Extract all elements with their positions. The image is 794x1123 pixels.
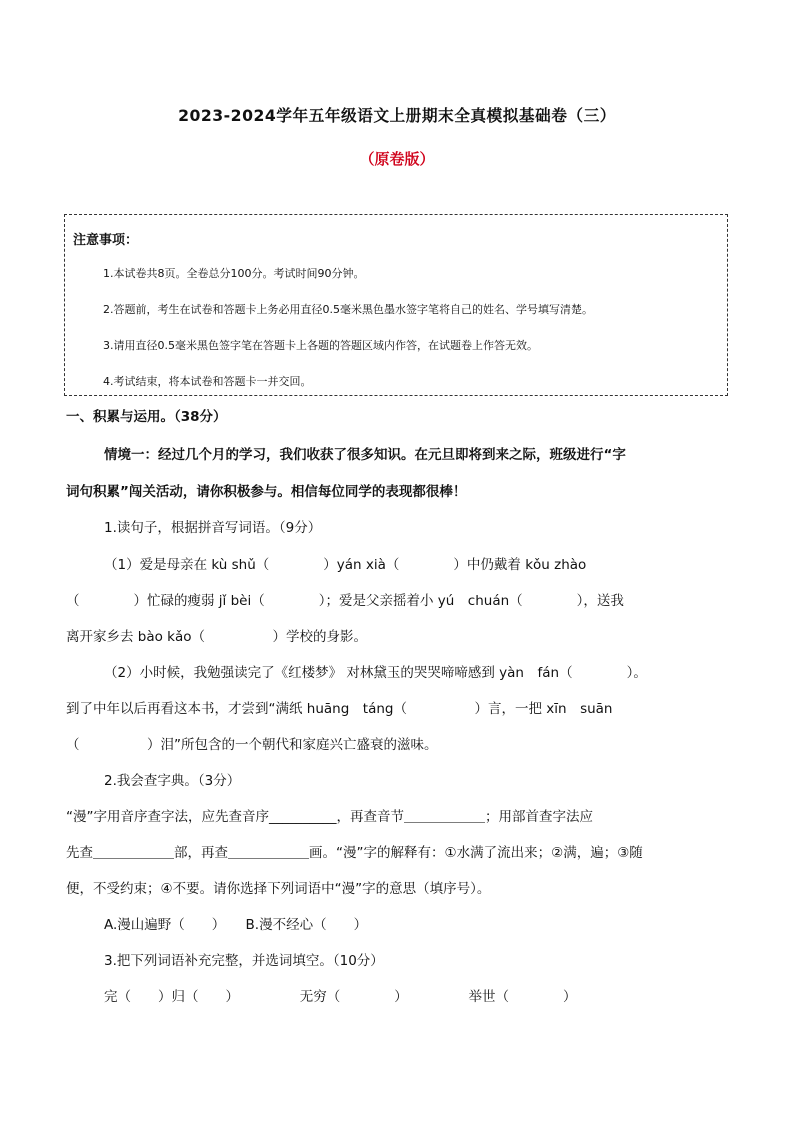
question-line: （ ）泪”所包含的一个朝代和家庭兴亡盛衰的滋味。 xyxy=(66,737,438,753)
question-line: （1）爱是母亲在 kù shǔ（ ）yán xià（ ）中仍戴着 kǒu zhào xyxy=(104,557,587,573)
notice-item: 4.考试结束，将本试卷和答题卡一并交回。 xyxy=(103,375,312,388)
question-line: 先查＿＿＿＿＿＿部，再查＿＿＿＿＿＿画。“漫”字的解释有：①水满了流出来；②满，遍；③随 xyxy=(66,845,643,861)
question-line: 便，不受约束；④不要。请你选择下列词语中“漫”字的意思（填序号）。 xyxy=(66,881,491,897)
question-line: 离开家乡去 bào kǎo（ ）学校的身影。 xyxy=(66,629,368,645)
question-title: 1.读句子，根据拼音写词语。（9分） xyxy=(104,520,322,536)
section-heading: 一、积累与运用。（38分） xyxy=(66,409,227,425)
notice-title: 注意事项： xyxy=(73,233,139,248)
question-line: A.漫山遍野（ ） B.漫不经心（ ） xyxy=(104,917,368,933)
scenario-text: 词句积累”闯关活动，请你积极参与。相信每位同学的表现都很棒！ xyxy=(66,484,467,500)
question-line: 到了中年以后再看这本书，才尝到“满纸 huāng táng（ ）言，一把 xīn suān xyxy=(66,701,613,717)
notice-box xyxy=(64,214,728,396)
notice-item: 2.答题前，考生在试卷和答题卡上务必用直径0.5毫米黑色墨水签字笔将自己的姓名、学号填写清楚。 xyxy=(103,303,593,316)
question-title: 3.把下列词语补充完整，并选词填空。（10分） xyxy=(104,953,384,969)
question-line: “漫”字用音序查字法，应先查音序__________，再查音节＿＿＿＿＿＿；用部首查字法应 xyxy=(66,809,593,825)
notice-item: 3.请用直径0.5毫米黑色签字笔在答题卡上各题的答题区域内作答，在试题卷上作答无效。 xyxy=(103,339,538,352)
question-line: （2）小时候，我勉强读完了《红楼梦》 对林黛玉的哭哭啼啼感到 yàn fán（ ）。 xyxy=(104,665,647,681)
question-line: （ ）忙碌的瘦弱 jǐ bèi（ ）；爱是父亲摇着小 yú chuán（ ），送我 xyxy=(66,593,624,609)
page-subtitle: （原卷版） xyxy=(359,150,435,168)
notice-item: 1.本试卷共8页。全卷总分100分。考试时间90分钟。 xyxy=(103,267,365,280)
question-line: 完（ ）归（ ） 无穷（ ） 举世（ ） xyxy=(104,989,577,1005)
scenario-text: 情境一：经过几个月的学习，我们收获了很多知识。在元旦即将到来之际，班级进行“字 xyxy=(104,447,626,463)
question-title: 2.我会查字典。（3分） xyxy=(104,773,241,789)
page-title: 2023-2024学年五年级语文上册期末全真模拟基础卷（三） xyxy=(178,106,616,125)
